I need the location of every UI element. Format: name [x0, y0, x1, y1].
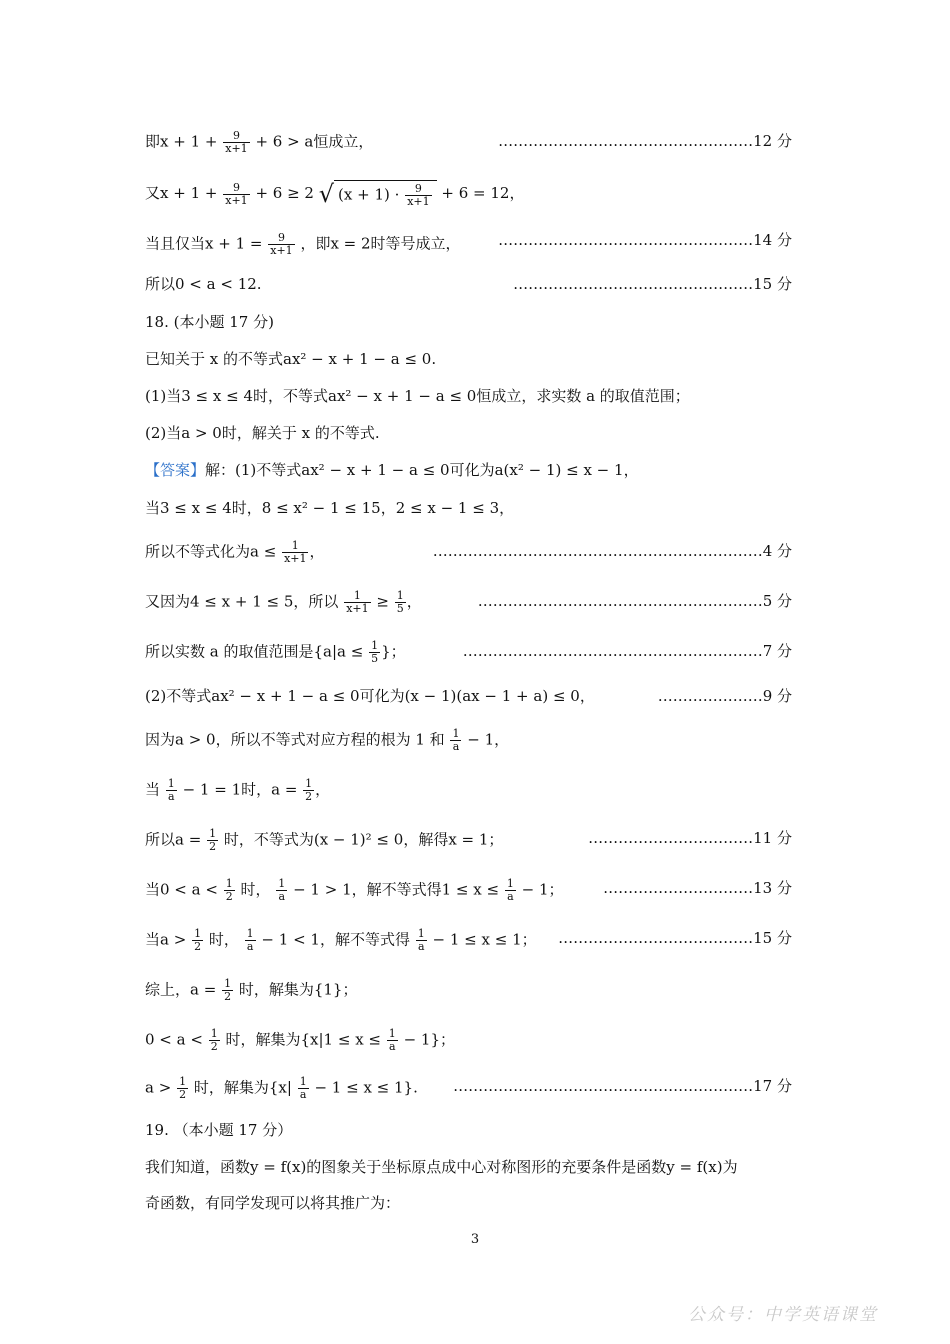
denominator: 5 — [371, 652, 379, 665]
line-1 — [145, 130, 373, 155]
answer-line-8 — [145, 778, 330, 803]
text: 又x + 1 + — [145, 184, 218, 202]
fraction — [224, 878, 235, 903]
fraction — [369, 640, 380, 665]
text: + 6 > a恒成立， — [255, 132, 374, 151]
denominator: 2 — [209, 840, 217, 853]
numerator: 1 — [396, 589, 404, 602]
fraction — [245, 928, 256, 953]
denominator: 2 — [194, 940, 202, 953]
numerator: 1 — [417, 927, 425, 940]
score-dots: …………………………………………15 分 — [513, 275, 792, 293]
denominator: a — [417, 940, 425, 953]
denominator: a — [389, 1040, 396, 1053]
numerator: 1 — [299, 1075, 307, 1088]
denominator: a — [246, 940, 254, 953]
fraction — [166, 778, 177, 803]
radicand — [334, 180, 437, 208]
text: ≥ — [376, 592, 389, 611]
fraction — [450, 728, 461, 753]
numerator: 1 — [167, 777, 175, 790]
line-3 — [145, 232, 461, 257]
numerator: 9 — [223, 182, 249, 195]
text: − 1 ≤ x ≤ 1}. — [314, 1078, 418, 1097]
numerator: 1 — [210, 1027, 218, 1040]
radical-sign: √ — [318, 180, 335, 208]
answer-line-12 — [145, 978, 357, 1003]
score-dots: …………………………………15 分 — [558, 929, 792, 947]
numerator: 1 — [224, 977, 232, 990]
text: 时，解集为{1}； — [238, 980, 358, 999]
score-dots: …………………………………………………………4 分 — [432, 542, 792, 560]
text: ， — [315, 780, 331, 799]
watermark: 公众号：中学英语课堂 — [688, 1305, 878, 1325]
text: − 1 = 1时，a = — [182, 780, 298, 799]
text: − 1， — [467, 730, 510, 749]
fraction — [276, 878, 287, 903]
text: 解：(1)不等式ax² − x + 1 − a ≤ 0可化为a(x² − 1) ≤ x − 1， — [205, 461, 639, 479]
score-dots: ……………………………………………………7 分 — [462, 642, 792, 660]
denominator: x+1 — [270, 244, 293, 257]
question-19-title: 19. （本小题 17 分） — [145, 1121, 293, 1139]
fraction — [282, 540, 308, 565]
denominator: 5 — [396, 602, 404, 615]
numerator: 1 — [506, 877, 514, 890]
numerator: 1 — [225, 877, 233, 890]
text: ，即x = 2时等号成立， — [300, 234, 461, 253]
text: 因为a > 0，所以不等式对应方程的根为 1 和 — [145, 730, 445, 749]
denominator: 2 — [224, 990, 232, 1003]
denominator: a — [299, 1088, 307, 1101]
numerator: 1 — [282, 540, 308, 553]
denominator: 2 — [210, 1040, 218, 1053]
fraction — [405, 183, 431, 208]
text: 又因为4 ≤ x + 1 ≤ 5，所以 — [145, 592, 339, 611]
numerator: 1 — [388, 1027, 396, 1040]
text: (x + 1) · — [338, 185, 400, 204]
fraction — [223, 182, 249, 207]
answer-line-4 — [145, 590, 422, 615]
sqrt — [319, 180, 437, 208]
numerator: 1 — [371, 639, 379, 652]
answer-line-1 — [145, 460, 639, 480]
answer-line-2: 当3 ≤ x ≤ 4时，8 ≤ x² − 1 ≤ 15，2 ≤ x − 1 ≤ 3， — [145, 499, 515, 517]
fraction — [387, 1028, 398, 1053]
fraction — [298, 1076, 309, 1101]
score-dots: ……………………………………………12 分 — [498, 132, 792, 150]
score-dots: ……………………………………………14 分 — [498, 231, 792, 249]
score-dots: ……………………………11 分 — [588, 829, 792, 847]
numerator: 9 — [405, 183, 431, 196]
answer-line-10 — [145, 878, 564, 903]
text: 时， — [240, 880, 271, 899]
denominator: x+1 — [225, 193, 248, 207]
denominator: x+1 — [284, 552, 307, 565]
question-18-title: 18. (本小题 17 分) — [145, 313, 274, 331]
denominator: 2 — [225, 890, 233, 903]
text: 时，不等式为(x − 1)² ≤ 0，解得x = 1； — [223, 830, 504, 849]
text: 当且仅当x + 1 = — [145, 234, 263, 253]
text: − 1 > 1，解不等式得1 ≤ x ≤ — [293, 880, 500, 899]
denominator: a — [452, 740, 460, 753]
fraction — [222, 978, 233, 1003]
numerator: 1 — [305, 777, 313, 790]
text: a > — [145, 1078, 172, 1097]
question-18-stem: 已知关于 x 的不等式ax² − x + 1 − a ≤ 0. — [145, 350, 437, 368]
answer-line-5 — [145, 640, 406, 665]
fraction — [207, 828, 218, 853]
fraction — [344, 590, 370, 615]
answer-line-11 — [145, 928, 537, 953]
text: }； — [381, 642, 406, 661]
denominator: a — [507, 890, 514, 903]
fraction — [303, 778, 314, 803]
answer-line-9 — [145, 828, 503, 853]
line-4: 所以0 < a < 12. — [145, 275, 262, 293]
score-dots: …………………………13 分 — [603, 879, 792, 897]
numerator: 1 — [179, 1075, 187, 1088]
denominator: a — [278, 890, 286, 903]
question-19-stem-cont: 奇函数，有同学发现可以将其推广为： — [145, 1194, 401, 1212]
fraction — [268, 232, 294, 257]
numerator: 1 — [194, 927, 202, 940]
numerator: 1 — [278, 877, 286, 890]
text: + 6 ≥ 2 — [255, 184, 314, 202]
answer-line-14 — [145, 1076, 418, 1101]
numerator: 1 — [246, 927, 254, 940]
answer-line-3 — [145, 540, 325, 565]
score-dots: …………………9 分 — [657, 687, 792, 705]
denominator: x+1 — [407, 195, 430, 208]
numerator: 9 — [223, 130, 249, 143]
numerator: 1 — [209, 827, 217, 840]
denominator: 2 — [305, 790, 313, 803]
fraction — [177, 1076, 188, 1101]
text: ， — [309, 542, 325, 561]
text: 当a > — [145, 930, 187, 949]
text: − 1； — [521, 880, 564, 899]
text: 所以a = — [145, 830, 202, 849]
text: − 1 < 1，解不等式得 — [261, 930, 410, 949]
text: 时，解集为{x|1 ≤ x ≤ — [225, 1030, 382, 1049]
denominator: 2 — [179, 1088, 187, 1101]
fraction — [505, 878, 516, 903]
text: ， — [406, 592, 422, 611]
text: 即x + 1 + — [145, 132, 218, 151]
answer-line-7 — [145, 728, 509, 753]
fraction — [395, 590, 406, 615]
fraction — [223, 130, 249, 155]
text: 0 < a < — [145, 1030, 203, 1049]
fraction — [192, 928, 203, 953]
text: 当0 < a < — [145, 880, 218, 899]
text: 时， — [208, 930, 239, 949]
text: 所以不等式化为a ≤ — [145, 542, 277, 561]
answer-label: 【答案】 — [145, 461, 206, 479]
question-19-stem: 我们知道，函数y = f(x)的图象关于坐标原点成中心对称图形的充要条件是函数y = f(x)为 — [145, 1158, 738, 1176]
numerator: 1 — [452, 727, 460, 740]
numerator: 9 — [268, 232, 294, 245]
text: − 1}； — [403, 1030, 456, 1049]
score-dots: ……………………………………………………17 分 — [453, 1077, 792, 1095]
line-2 — [145, 180, 524, 208]
denominator: x+1 — [225, 142, 248, 155]
fraction — [209, 1028, 220, 1053]
numerator: 1 — [344, 590, 370, 603]
fraction — [416, 928, 427, 953]
text: 综上，a = — [145, 980, 217, 999]
question-18-part1: (1)当3 ≤ x ≤ 4时，不等式ax² − x + 1 − a ≤ 0恒成立，求实数 a 的取值范围； — [145, 387, 690, 405]
text: + 6 = 12， — [441, 184, 525, 202]
score-dots: …………………………………………………5 分 — [477, 592, 792, 610]
page-number: 3 — [470, 1232, 480, 1247]
text: − 1 ≤ x ≤ 1； — [432, 930, 537, 949]
text: 所以实数 a 的取值范围是{a|a ≤ — [145, 642, 364, 661]
denominator: x+1 — [346, 602, 369, 615]
answer-line-6: (2)不等式ax² − x + 1 − a ≤ 0可化为(x − 1)(ax − 1 + a) ≤ 0， — [145, 687, 595, 705]
question-18-part2: (2)当a > 0时，解关于 x 的不等式. — [145, 424, 380, 442]
text: 时，解集为{x| — [193, 1078, 292, 1097]
text: 当 — [145, 780, 161, 799]
answer-line-13 — [145, 1028, 455, 1053]
denominator: a — [168, 790, 175, 803]
